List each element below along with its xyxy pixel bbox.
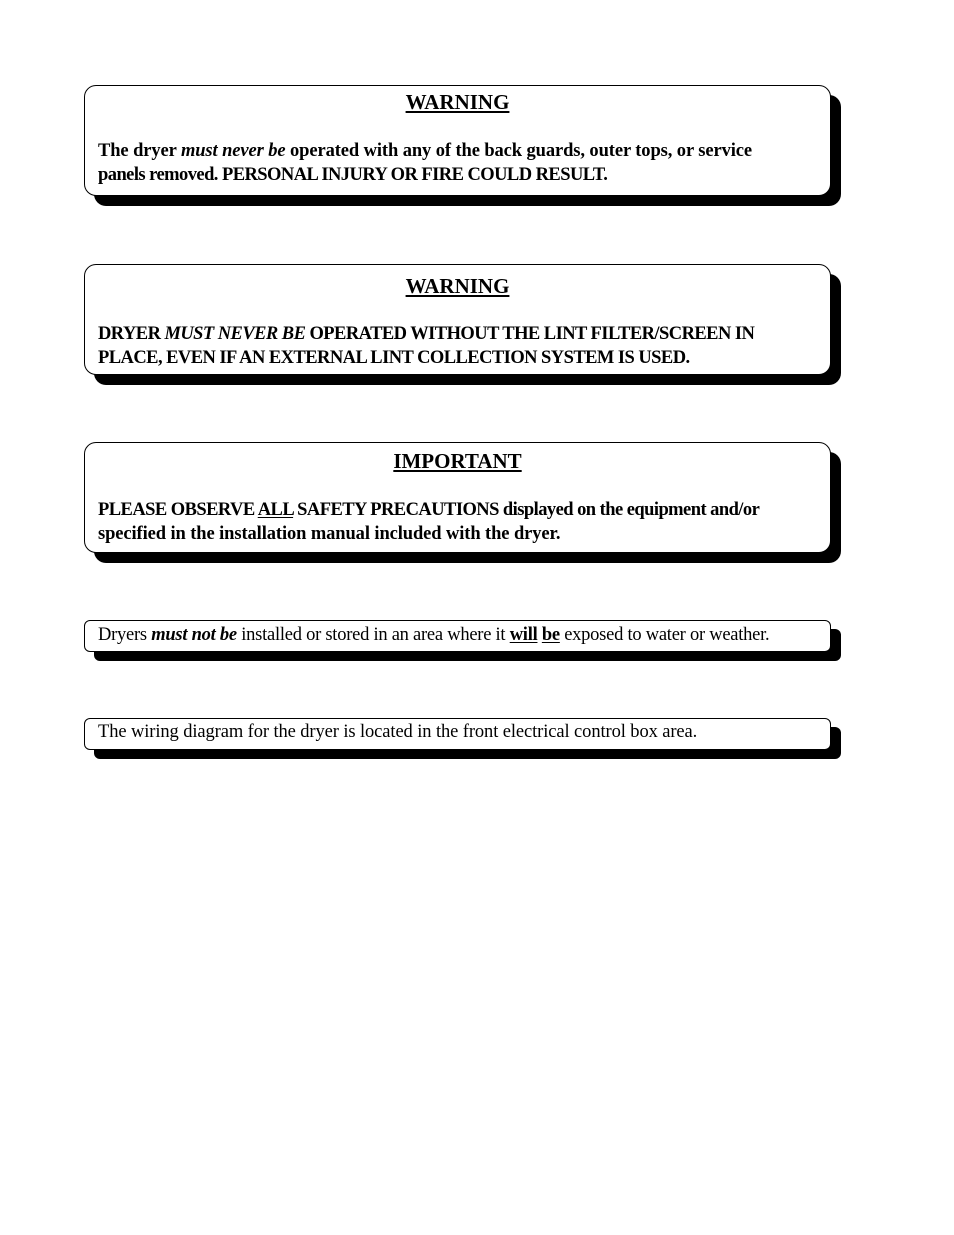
notice-heading: WARNING xyxy=(405,90,510,114)
important-notice-safety xyxy=(84,442,831,553)
notice-text: operated with any of the back guards, outer tops, or service xyxy=(285,141,752,161)
notice-text: installed or stored in an area where it xyxy=(236,625,510,645)
notice-text: panels removed. PERSONAL INJURY OR FIRE COULD RESULT. xyxy=(98,165,608,185)
notice-text: specified in the installation manual included with the dryer. xyxy=(98,524,561,544)
notice-emphasis: will xyxy=(509,625,538,645)
notice-emphasis: must not be xyxy=(151,625,237,645)
notice-text: Dryers xyxy=(98,625,152,645)
notice-text: DRYER xyxy=(98,324,165,344)
notice-text: PLEASE OBSERVE xyxy=(98,500,258,520)
notice-body xyxy=(98,623,820,647)
notice-text: exposed to water or weather. xyxy=(559,625,770,645)
notice-body xyxy=(98,322,820,370)
notice-body xyxy=(98,139,820,187)
notice-heading: IMPORTANT xyxy=(393,449,522,473)
warning-notice-lint-filter xyxy=(84,264,831,375)
notice-emphasis: must never be xyxy=(180,141,286,161)
notice-text: PLACE, EVEN IF AN EXTERNAL LINT COLLECTION SYSTEM IS USED. xyxy=(98,348,690,368)
notice-wiring-diagram xyxy=(84,718,831,750)
notice-emphasis: MUST NEVER BE xyxy=(164,324,306,344)
notice-emphasis: ALL xyxy=(257,500,294,520)
notice-text: The wiring diagram for the dryer is located in the front electrical control box area. xyxy=(98,722,698,742)
notice-water-weather xyxy=(84,620,831,652)
notice-body xyxy=(98,720,820,744)
notice-text: SAFETY PRECAUTIONS displayed on the equipment and/or xyxy=(293,500,760,520)
notice-text: The dryer xyxy=(98,141,181,161)
notice-heading: WARNING xyxy=(405,274,510,298)
warning-notice-guards xyxy=(84,85,831,196)
notice-body xyxy=(98,498,820,546)
notice-text: OPERATED WITHOUT THE LINT FILTER/SCREEN IN xyxy=(305,324,755,344)
notice-emphasis: be xyxy=(541,625,560,645)
